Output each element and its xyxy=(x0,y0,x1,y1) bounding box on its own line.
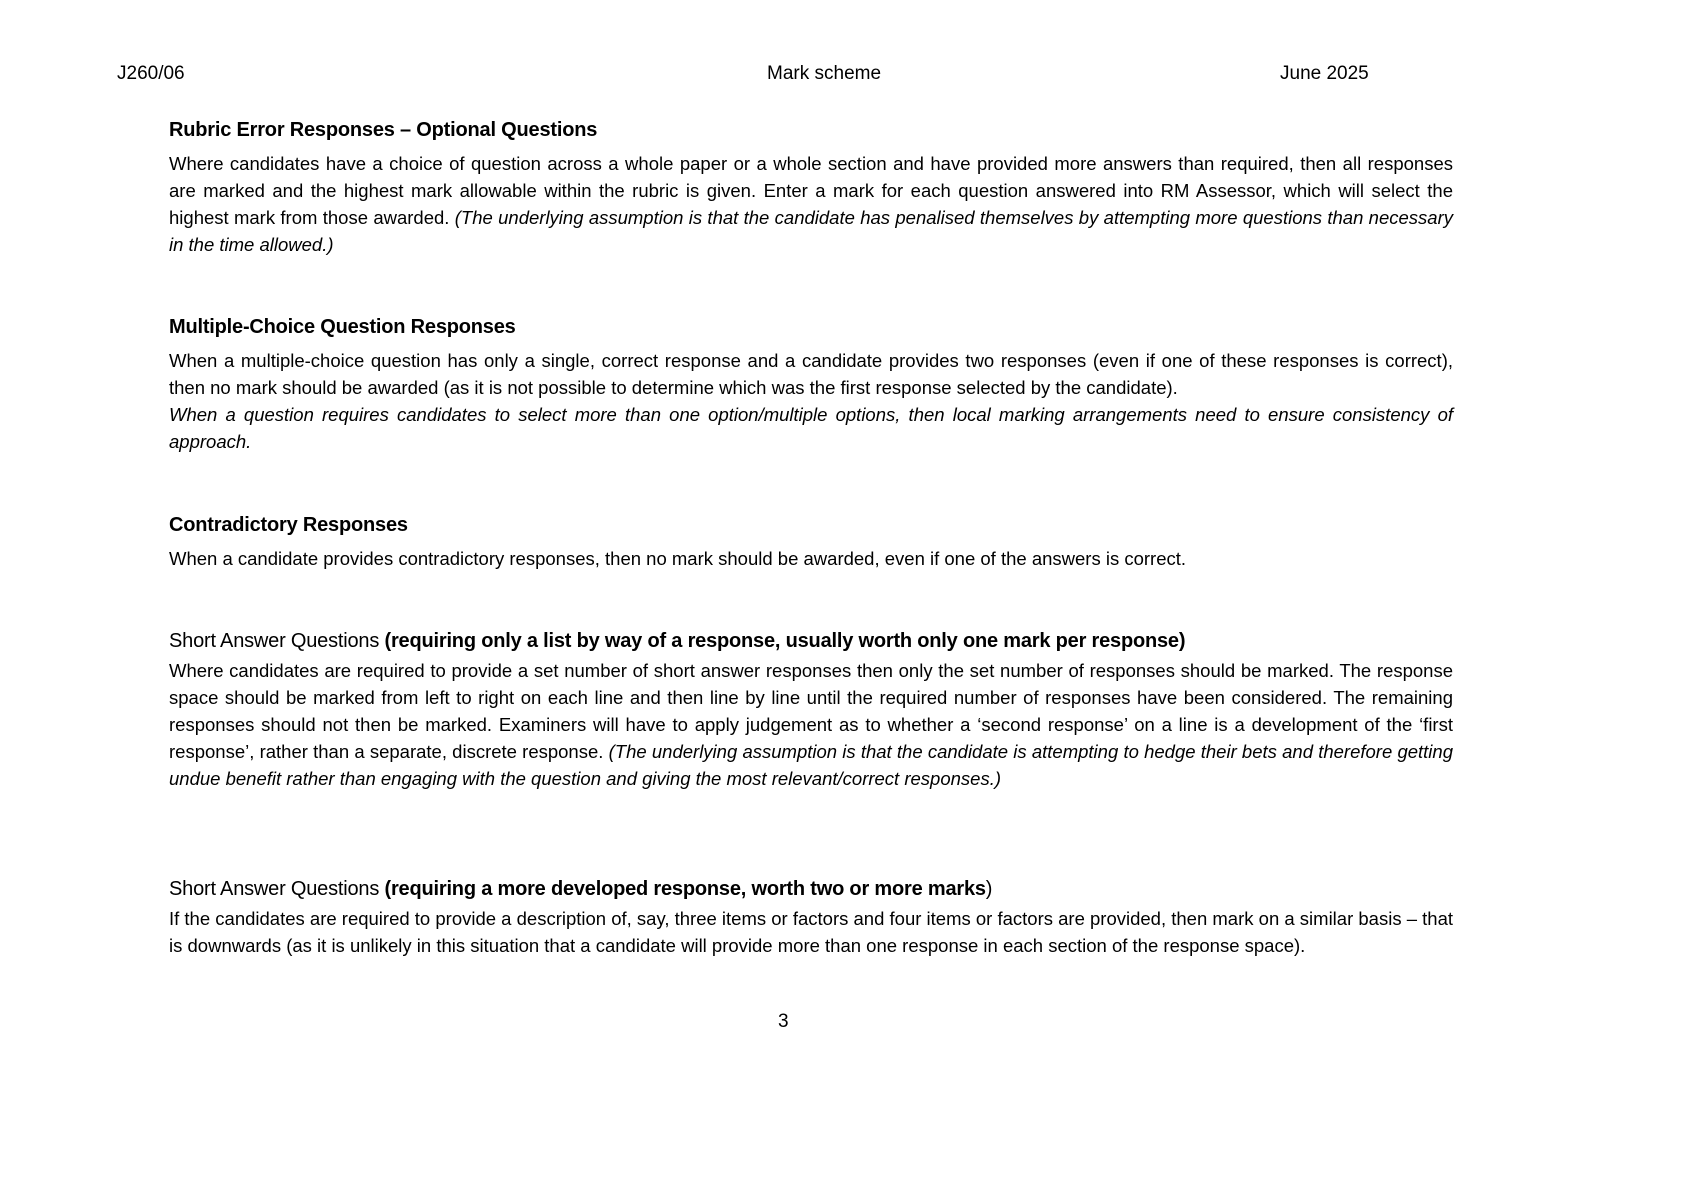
section-heading: Multiple-Choice Question Responses xyxy=(169,316,516,338)
section-body xyxy=(169,347,1453,455)
section-heading xyxy=(169,878,1453,901)
heading-plain: Short Answer Questions xyxy=(169,630,380,652)
section-contradictory xyxy=(169,514,1453,572)
section-body: If the candidates are required to provide a description of, say, three items or factors and four items or factors are provided, then mark on a similar basis – that is downwards (as it is unlikely in this situation that a candidate will provide more than one response in each section of the response space). xyxy=(169,908,1453,956)
heading-bold: (requiring a more developed response, worth two or more marks xyxy=(384,878,986,900)
body-italic: (The underlying assumption is that the candidate is attempting to hedge their bets and therefore getting undue benefit rather than engaging with the question and giving the most relevant/correct responses.) xyxy=(169,741,1453,789)
body-text: Where candidates are required to provide a set number of short answer responses then only the set number of responses should be marked. The response space should be marked from left to right on each line and then line by line until the required number of responses have been considered. The remaining responses should not then be marked. Examiners will have to apply judgement as to whether a ‘second response’ on a line is a development of the ‘first response’, rather than a separate, discrete response. xyxy=(169,660,1453,762)
body-italic: (The underlying assumption is that the candidate has penalised themselves by attempting more questions than necessary in the time allowed.) xyxy=(169,207,1454,255)
section-short-answer-list xyxy=(169,630,1453,792)
section-body: When a candidate provides contradictory responses, then no mark should be awarded, even if one of the answers is correct. xyxy=(169,548,1187,569)
section-short-answer-developed xyxy=(169,878,1453,959)
heading-bold: (requiring only a list by way of a response, usually worth only one mark per response) xyxy=(384,630,1186,652)
body-text: When a multiple-choice question has only a single, correct response and a candidate provides two responses (even if one of these responses is correct), then no mark should be awarded (as it is not possible to determine which was the first response selected by the candidate). xyxy=(169,350,1453,398)
heading-plain: Short Answer Questions xyxy=(169,878,380,900)
section-body xyxy=(169,150,1453,258)
section-rubric-error xyxy=(169,119,1453,258)
page-number: 3 xyxy=(778,1011,789,1032)
body-text: Where candidates have a choice of question across a whole paper or a whole section and have provided more answers than required, then all responses are marked and the highest mark allowable within the rubric is given. Enter a mark for each question answered into RM Assessor, which will select the highest mark from those awarded. xyxy=(169,153,1453,228)
header-title: Mark scheme xyxy=(767,63,882,84)
section-heading xyxy=(169,630,1453,653)
heading-close: ) xyxy=(985,878,993,900)
body-italic: When a question requires candidates to select more than one option/multiple options, then local marking arrangements need to ensure consistency of approach. xyxy=(169,404,1453,452)
section-multiple-choice xyxy=(169,316,1453,455)
header-date: June 2025 xyxy=(1280,63,1369,84)
header-code: J260/06 xyxy=(117,63,185,84)
section-heading: Contradictory Responses xyxy=(169,514,408,536)
section-body xyxy=(169,657,1453,792)
section-heading: Rubric Error Responses – Optional Questions xyxy=(169,119,598,141)
